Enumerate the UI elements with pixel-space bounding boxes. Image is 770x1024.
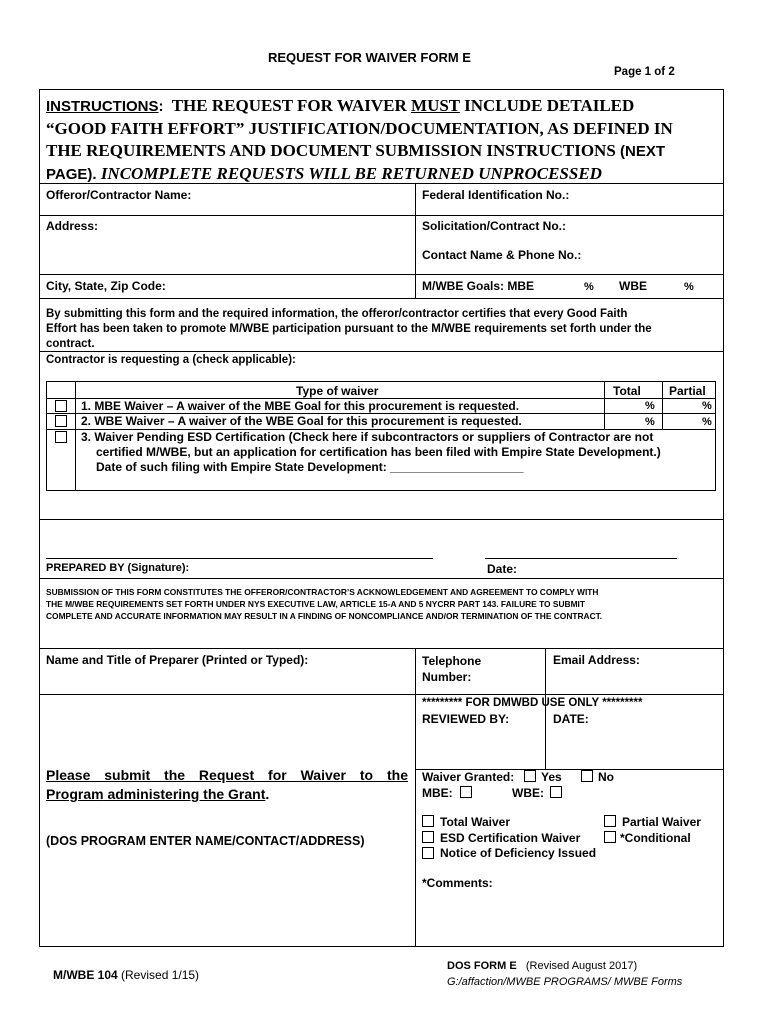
- esd-filing-date-field[interactable]: Date of such filing with Empire State Development: ____________________: [96, 460, 524, 474]
- mbe-waiver-text: 1. MBE Waiver – A waiver of the MBE Goal for this procurement is requested.: [81, 399, 520, 413]
- date-line[interactable]: [485, 558, 677, 559]
- esd-waiver-checkbox[interactable]: [422, 831, 434, 843]
- wbe-label: WBE: [619, 279, 647, 293]
- partial-header: Partial: [669, 384, 706, 398]
- instructions-label: INSTRUCTIONS: [46, 98, 159, 115]
- instructions-block: INSTRUCTIONS: THE REQUEST FOR WAIVER MUST INCLUDE DETAILED “GOOD FAITH EFFORT” JUSTIFICATION/DOCUMENTATION, AS DEFINED IN THE REQUIREMENTS AND DOCUMENT SUBMISSION INSTRUCTIONS (NEXT PAGE). INCOMPLETE REQUESTS WILL BE RETURNED UNPROCESSED: [46, 96, 673, 183]
- conditional-checkbox[interactable]: [604, 831, 616, 843]
- wbe-waiver-text: 2. WBE Waiver – A waiver of the WBE Goal for this procurement is requested.: [81, 414, 522, 428]
- deficiency-notice-checkbox[interactable]: [422, 847, 434, 859]
- divider: [39, 578, 724, 579]
- granted-yes-label: Yes: [541, 770, 562, 784]
- divider: [39, 183, 724, 184]
- dos-program-placeholder: (DOS PROGRAM ENTER NAME/CONTACT/ADDRESS): [46, 834, 365, 848]
- mbe-partial-percent[interactable]: %: [702, 400, 712, 412]
- wbe-total-percent[interactable]: %: [645, 416, 655, 428]
- divider: [39, 694, 724, 695]
- solicitation-field[interactable]: Solicitation/Contract No.:: [422, 219, 566, 233]
- office-mbe-checkbox[interactable]: [460, 786, 472, 798]
- submit-instructions: Please submit the Request for Waiver to the Program administering the Grant.: [46, 767, 408, 802]
- footer-form-id: M/WBE 104 (Revised 1/15): [53, 968, 200, 982]
- page-number: Page 1 of 2: [614, 66, 675, 78]
- waiver-granted-label: Waiver Granted:: [422, 770, 515, 784]
- divider: [39, 351, 724, 352]
- office-wbe-label: WBE:: [512, 786, 544, 800]
- deficiency-notice-label: Notice of Deficiency Issued: [440, 846, 597, 860]
- mbe-percent-field[interactable]: %: [584, 281, 594, 293]
- office-use-header: ********* FOR DMWBD USE ONLY *********: [422, 697, 643, 709]
- email-field[interactable]: Email Address:: [553, 653, 640, 667]
- mbe-waiver-checkbox[interactable]: [55, 400, 67, 412]
- total-header: Total: [613, 384, 641, 398]
- mbe-total-percent[interactable]: %: [645, 400, 655, 412]
- telephone-field[interactable]: Telephone Number:: [422, 654, 482, 684]
- type-of-waiver-header: Type of waiver: [296, 384, 379, 398]
- partial-waiver-checkbox[interactable]: [604, 815, 616, 827]
- comments-field[interactable]: *Comments:: [422, 876, 493, 890]
- office-date-field[interactable]: DATE:: [553, 712, 589, 726]
- reviewed-by-field[interactable]: REVIEWED BY:: [422, 712, 510, 726]
- partial-waiver-label: Partial Waiver: [622, 815, 701, 829]
- esd-waiver-label: ESD Certification Waiver: [440, 831, 581, 845]
- total-waiver-checkbox[interactable]: [422, 815, 434, 827]
- granted-yes-checkbox[interactable]: [524, 770, 536, 782]
- divider: [415, 648, 416, 947]
- address-field[interactable]: Address:: [46, 219, 99, 233]
- divider: [415, 183, 416, 298]
- prepared-by-label: PREPARED BY (Signature):: [46, 562, 190, 574]
- esd-pending-text: 3. Waiver Pending ESD Certification (Check here if subcontractors or suppliers of Contractor are not certified M/WBE, but an application for certification has been filed with Empire State Development.) Date of such filing with Empire State Development: ____________________: [81, 430, 661, 474]
- wbe-partial-percent[interactable]: %: [702, 416, 712, 428]
- esd-pending-checkbox[interactable]: [55, 431, 67, 443]
- signature-date-label: Date:: [487, 562, 518, 576]
- conditional-label: *Conditional: [620, 831, 691, 845]
- contact-field[interactable]: Contact Name & Phone No.:: [422, 248, 582, 262]
- divider: [39, 215, 724, 216]
- divider: [604, 381, 605, 430]
- granted-no-checkbox[interactable]: [581, 770, 593, 782]
- divider: [39, 648, 724, 649]
- office-wbe-checkbox[interactable]: [550, 786, 562, 798]
- divider: [39, 274, 724, 275]
- check-applicable-label: Contractor is requesting a (check applicable):: [46, 354, 296, 366]
- form-title: REQUEST FOR WAIVER FORM E: [268, 50, 471, 65]
- preparer-name-field[interactable]: Name and Title of Preparer (Printed or Typed):: [46, 653, 309, 667]
- signature-line[interactable]: [46, 558, 433, 559]
- granted-no-label: No: [598, 770, 614, 784]
- mwbe-goals-label: M/WBE Goals: MBE: [422, 279, 535, 293]
- divider: [39, 519, 724, 520]
- footer-path: G:/affaction/MWBE PROGRAMS/ MWBE Forms: [447, 976, 683, 988]
- wbe-waiver-checkbox[interactable]: [55, 415, 67, 427]
- offeror-name-field[interactable]: Offeror/Contractor Name:: [46, 188, 192, 202]
- acknowledgement-text: SUBMISSION OF THIS FORM CONSTITUTES THE OFFEROR/CONTRACTOR’S ACKNOWLEDGEMENT AND AGREEMENT TO COMPLY WITH THE M/WBE REQUIREMENTS SET FORTH UNDER NYS EXECUTIVE LAW, ARTICLE 15-A AND 5 NYCRR PART 143. FAILURE TO SUBMIT COMPLETE AND ACCURATE INFORMATION MAY RESULT IN A FINDING OF NONCOMPLIANCE AND/OR TERMINATION OF THE CONTRACT.: [46, 587, 603, 621]
- divider: [39, 298, 724, 299]
- footer-dos-form: DOS FORM E (Revised August 2017): [447, 960, 638, 972]
- divider: [662, 381, 663, 430]
- wbe-percent-field[interactable]: %: [684, 281, 694, 293]
- total-waiver-label: Total Waiver: [440, 815, 511, 829]
- federal-id-field[interactable]: Federal Identification No.:: [422, 188, 570, 202]
- office-mbe-label: MBE:: [422, 786, 453, 800]
- certification-text: By submitting this form and the required information, the offeror/contractor certifies that every Good Faith Effort has been taken to promote M/WBE participation pursuant to the M/WBE requirements set forth under the contract.: [46, 308, 652, 350]
- city-state-zip-field[interactable]: City, State, Zip Code:: [46, 279, 166, 293]
